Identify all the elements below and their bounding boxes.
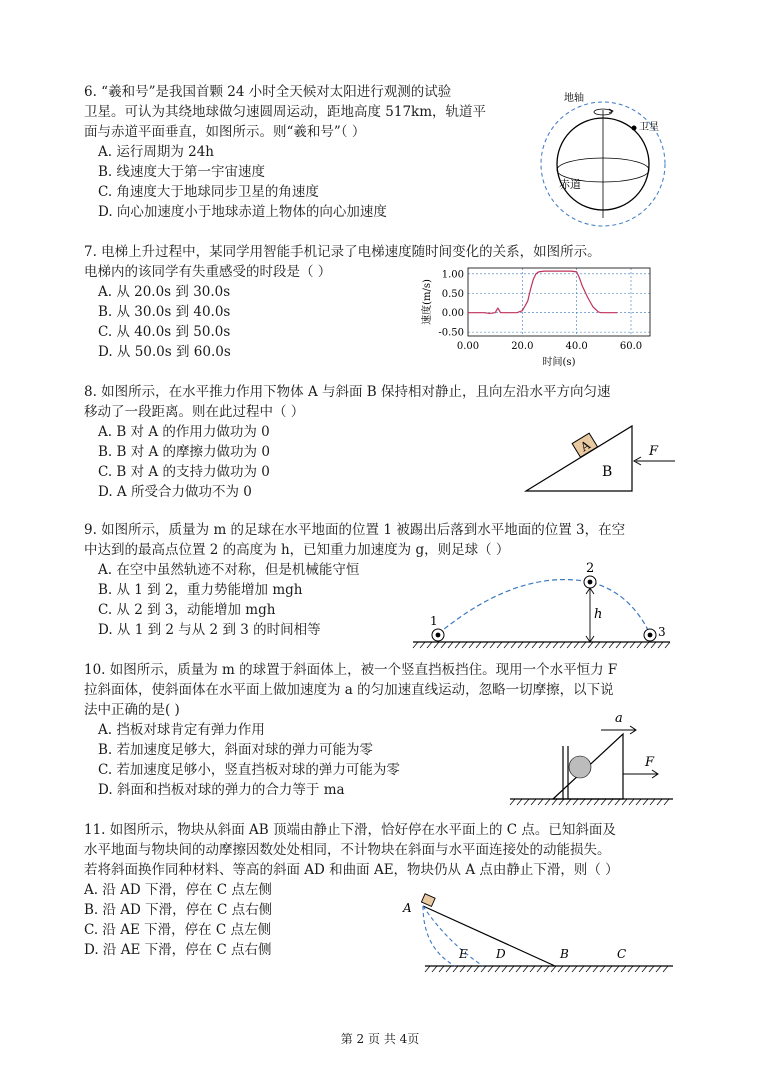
q8-option-c: C. B 对 A 的支持力做功为 0 xyxy=(98,464,270,480)
q8-line-1: 8. 如图所示，在水平推力作用下物体 A 与斜面 B 保持相对静止，且向左沿水平方向匀速 xyxy=(84,384,611,400)
chart-y-tick-label: 0.00 xyxy=(441,308,464,320)
q9-option-b: B. 从 1 到 2，重力势能增加 mgh xyxy=(98,582,303,598)
q9-option-d: D. 从 1 到 2 与从 2 到 3 的时间相等 xyxy=(98,622,321,638)
q11-point-c-label: C xyxy=(617,947,627,961)
q6-satellite-label: 卫星 xyxy=(639,122,659,133)
q11-line-2: 水平地面与物块间的动摩擦因数处处相同，不计物块在斜面与水平面连接处的动能损失。 xyxy=(84,842,611,858)
q8-option-d: D. A 所受合力做功不为 0 xyxy=(98,484,252,500)
q10-incline-ball-figure xyxy=(505,706,680,806)
q6-line-2: 卫星。可认为其绕地球做匀速圆周运动，距地高度 517km，轨道平 xyxy=(84,104,487,120)
q8-incline-label: B xyxy=(602,464,613,480)
q9-option-a: A. 在空中虽然轨迹不对称，但是机械能守恒 xyxy=(98,562,360,578)
q9-point-1-label: 1 xyxy=(430,614,438,628)
q6-option-b: B. 线速度大于第一宇宙速度 xyxy=(98,164,266,180)
q8-incline-figure xyxy=(520,418,685,498)
q10-line-2: 拉斜面体，使斜面体在水平面上做加速度为 a 的匀加速直线运动，忽略一切摩擦，以下说 xyxy=(84,682,614,698)
q10-line-1: 10. 如图所示，质量为 m 的球置于斜面体上，被一个竖直挡板挡住。现用一个水平恒力 F xyxy=(84,662,618,678)
q9-point-2-label: 2 xyxy=(586,561,595,576)
chart-x-tick-label: 0.00 xyxy=(456,341,480,352)
q11-line-1: 11. 如图所示，物块从斜面 AB 顶端由静止下滑，恰好停在水平面上的 C 点。已知斜面及 xyxy=(84,822,616,838)
q10-option-b: B. 若加速度足够大，斜面对球的弹力可能为零 xyxy=(98,742,374,758)
q10-accel-label: a xyxy=(615,711,623,726)
q8-force-label: F xyxy=(649,444,659,459)
q6-line-3: 面与赤道平面垂直，如图所示。则“羲和号”（ ） xyxy=(84,124,366,140)
q10-option-a: A. 挡板对球肯定有弹力作用 xyxy=(98,722,265,738)
q11-option-d: D. 沿 AE 下滑，停在 C 点右侧 xyxy=(84,942,272,958)
chart-y-tick-label: 0.50 xyxy=(441,288,464,300)
q8-option-b: B. B 对 A 的摩擦力做功为 0 xyxy=(98,444,270,460)
q7-option-c: C. 从 40.0s 到 50.0s xyxy=(98,324,231,340)
chart-ylabel: 速度(m/s) xyxy=(422,279,433,325)
q7-line-1: 7. 电梯上升过程中，某同学用智能手机记录了电梯速度随时间变化的关系，如图所示。 xyxy=(84,244,601,260)
q7-option-a: A. 从 20.0s 到 30.0s xyxy=(98,284,231,300)
q11-point-a-label: A xyxy=(403,901,412,915)
q7-option-b: B. 从 30.0s 到 40.0s xyxy=(98,304,231,320)
q11-option-c: C. 沿 AE 下滑，停在 C 点左侧 xyxy=(84,922,272,938)
q10-option-c: C. 若加速度足够小，竖直挡板对球的弹力可能为零 xyxy=(98,762,400,778)
q11-point-b-label: B xyxy=(560,947,569,961)
q7-option-d: D. 从 50.0s 到 60.0s xyxy=(98,344,231,360)
q11-point-e-label: E xyxy=(459,947,468,961)
q6-earth-orbit-figure xyxy=(528,84,678,234)
q10-force-label: F xyxy=(645,755,655,770)
q7-velocity-chart xyxy=(410,262,660,372)
q9-height-label: h xyxy=(594,607,603,622)
q6-equator-label: 赤道 xyxy=(559,178,581,191)
ball-1-icon xyxy=(432,629,444,641)
q9-line-2: 中达到的最高点位置 2 的高度为 h，已知重力加速度为 g，则足球（ ） xyxy=(84,542,510,558)
q7-line-2: 电梯内的该同学有失重感受的时段是（ ） xyxy=(84,264,332,280)
q6-option-d: D. 向心加速度小于地球赤道上物体的向心加速度 xyxy=(98,204,387,220)
q6-line-1: 6. “羲和号”是我国首颗 24 小时全天候对太阳进行观测的试验 xyxy=(84,84,452,100)
q11-option-b: B. 沿 AD 下滑，停在 C 点右侧 xyxy=(84,902,273,918)
q6-option-a: A. 运行周期为 24h xyxy=(98,144,214,160)
chart-xlabel: 时间(s) xyxy=(542,357,576,368)
q10-option-d: D. 斜面和挡板对球的弹力的合力等于 ma xyxy=(98,782,345,798)
chart-x-tick-label: 40.0 xyxy=(565,341,588,352)
q11-option-a: A. 沿 AD 下滑，停在 C 点左侧 xyxy=(84,882,272,898)
ball-3-icon xyxy=(644,629,656,641)
chart-x-tick-label: 20.0 xyxy=(511,341,534,352)
q11-incline-curve-figure xyxy=(395,892,680,980)
q11-point-d-label: D xyxy=(496,947,506,961)
q10-line-3: 法中正确的是( ) xyxy=(84,702,180,718)
question-6 xyxy=(84,82,486,222)
q8-option-a: A. B 对 A 的作用力做功为 0 xyxy=(98,424,270,440)
q8-block-label: A xyxy=(577,437,593,455)
q9-point-3-label: 3 xyxy=(658,625,666,639)
chart-series-line xyxy=(468,271,617,313)
q6-axis-label: 地轴 xyxy=(564,93,584,104)
q6-option-c: C. 角速度大于地球同步卫星的角速度 xyxy=(98,184,319,200)
q9-line-1: 9. 如图所示，质量为 m 的足球在水平地面的位置 1 被踢出后落到水平地面的位置 3，在空 xyxy=(84,522,626,538)
q8-line-2: 移动了一段距离。则在此过程中（ ） xyxy=(84,404,305,420)
chart-x-tick-label: 60.0 xyxy=(619,341,643,352)
q9-option-c: C. 从 2 到 3，动能增加 mgh xyxy=(98,602,276,618)
page-footer: 第 2 页 共 4页 xyxy=(340,1032,420,1046)
q11-line-3: 若将斜面换作同种材料、等高的斜面 AD 和曲面 AE，物块仍从 A 点由静止下滑，则（ ） xyxy=(84,862,619,878)
q9-football-figure xyxy=(408,558,678,650)
ball-2-icon xyxy=(584,576,596,588)
chart-y-tick-label: 1.00 xyxy=(441,269,464,281)
chart-y-tick-label: -0.50 xyxy=(438,327,464,339)
